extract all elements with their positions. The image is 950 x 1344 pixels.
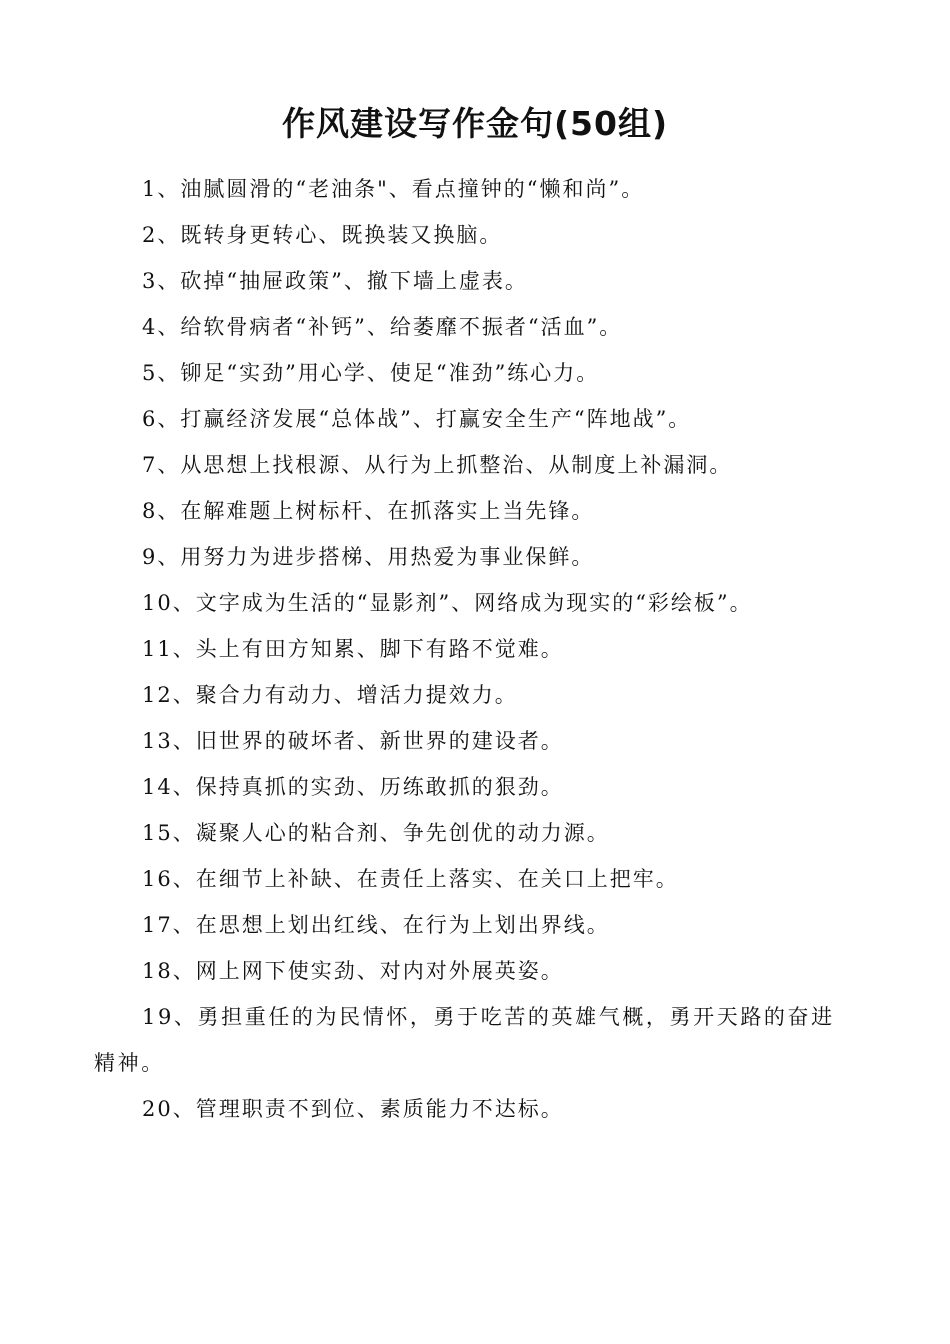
list-item: 17、在思想上划出红线、在行为上划出界线。: [142, 913, 610, 937]
quote-list: [0, 166, 950, 1132]
list-item: 6、打赢经济发展“总体战”、打赢安全生产“阵地战”。: [142, 407, 692, 431]
list-item: 1、油腻圆滑的“老油条"、看点撞钟的“懒和尚”。: [142, 177, 645, 201]
list-item: 3、砍掉“抽屉政策”、撤下墙上虚表。: [142, 269, 528, 293]
list-item: 18、网上网下使实劲、对内对外展英姿。: [142, 959, 564, 983]
list-item: 19、勇担重任的为民情怀，勇于吃苦的英雄气概，勇开天路的奋进精神。: [94, 1005, 835, 1075]
list-item: 10、文字成为生活的“显影剂”、网络成为现实的“彩绘板”。: [142, 591, 753, 615]
list-item: 2、既转身更转心、既换装又换脑。: [142, 223, 503, 247]
list-item: 5、铆足“实劲”用心学、使足“准劲”练心力。: [142, 361, 600, 385]
list-item: 11、头上有田方知累、脚下有路不觉难。: [142, 637, 564, 661]
list-item: 4、给软骨病者“补钙”、给萎靡不振者“活血”。: [142, 315, 623, 339]
list-item: 20、管理职责不到位、素质能力不达标。: [142, 1097, 564, 1121]
list-item: 9、用努力为进步搭梯、用热爱为事业保鲜。: [142, 545, 595, 569]
list-item: 16、在细节上补缺、在责任上落实、在关口上把牢。: [142, 867, 679, 891]
list-item: 8、在解难题上树标杆、在抓落实上当先锋。: [142, 499, 595, 523]
list-item: 14、保持真抓的实劲、历练敢抓的狠劲。: [142, 775, 564, 799]
list-item: 13、旧世界的破坏者、新世界的建设者。: [142, 729, 564, 753]
document-title: 作风建设写作金句(50组): [281, 104, 669, 143]
list-item: 15、凝聚人心的粘合剂、争先创优的动力源。: [142, 821, 610, 845]
list-item: 7、从思想上找根源、从行为上抓整治、从制度上补漏洞。: [142, 453, 733, 477]
list-item: 12、聚合力有动力、增活力提效力。: [142, 683, 518, 707]
